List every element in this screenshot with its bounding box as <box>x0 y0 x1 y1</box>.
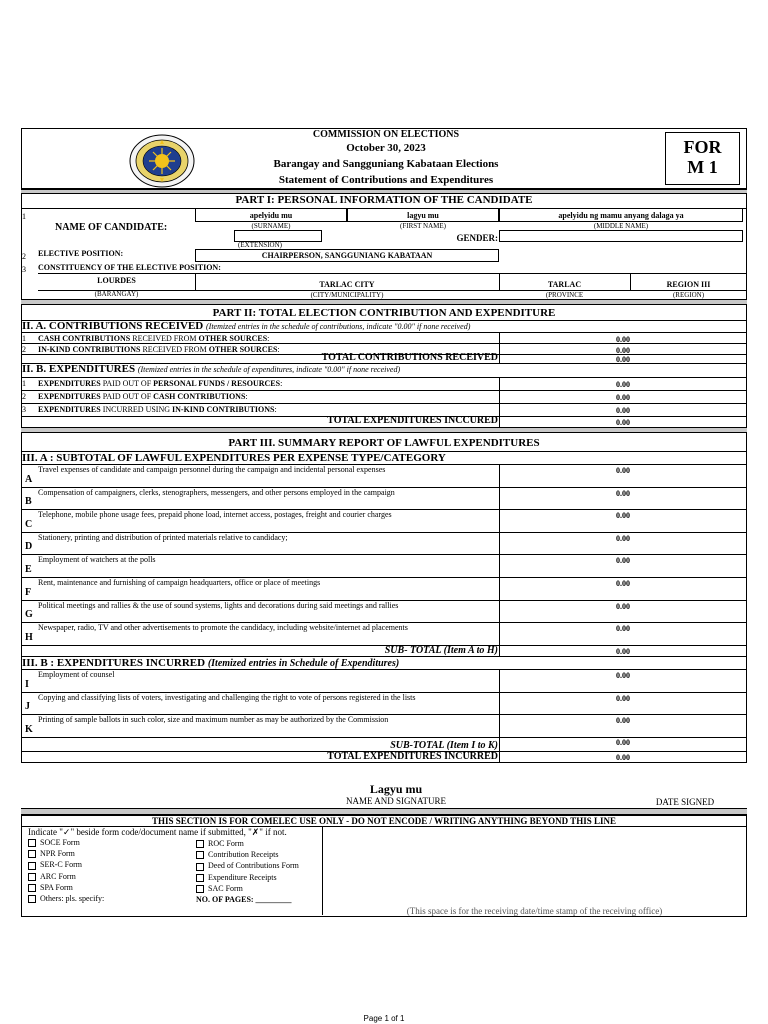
line-label-end: : <box>277 345 280 354</box>
row-divider <box>21 390 747 391</box>
region-value: REGION III <box>666 280 711 289</box>
gender-label: GENDER: <box>456 233 498 243</box>
page-number: Page 1 of 1 <box>363 1014 405 1023</box>
middle-name-value: apelyidu ng mamu anyang dalaga ya <box>558 211 684 220</box>
name-signature-label: NAME AND SIGNATURE <box>345 796 446 806</box>
row2-number: 2 <box>22 252 26 261</box>
first-name-label: (FIRST NAME) <box>400 222 446 230</box>
category-value: 0.00 <box>616 466 630 475</box>
line-label-lead: CASH CONTRIBUTIONS <box>38 334 131 343</box>
surname-value: apelyidu mu <box>249 211 293 220</box>
line-label-source: OTHER SOURCES <box>198 334 268 343</box>
first-name-value: lagyu mu <box>407 211 439 220</box>
checklist-label: ROC Form <box>208 839 244 848</box>
category-value: 0.00 <box>616 511 630 521</box>
part1-title: PART I: PERSONAL INFORMATION OF THE CANDIDATE <box>235 194 533 206</box>
category-letter: J <box>25 701 30 713</box>
checkbox-icon[interactable] <box>28 884 36 892</box>
header-commission: COMMISSION ON ELECTIONS <box>312 129 460 140</box>
form-code-line1: FOR <box>683 137 722 157</box>
category-description: Telephone, mobile phone usage fees, prepaid phone load, internet access, postages, freight and courier charges <box>38 510 392 520</box>
checklist-item[interactable] <box>196 884 243 893</box>
comelec-title: THIS SECTION IS FOR COMELEC USE ONLY - DO NOT ENCODE / WRITING ANYTHING BEYOND THIS LINE <box>152 816 616 826</box>
line-label-end: : <box>274 405 277 414</box>
checklist-item[interactable] <box>196 861 299 870</box>
part3-title: PART III. SUMMARY REPORT OF LAWFUL EXPENDITURES <box>228 437 540 449</box>
checklist-label: SAC Form <box>208 883 243 893</box>
total-incurred-value: 0.00 <box>616 753 630 762</box>
subtotal-b-value: 0.00 <box>616 738 630 747</box>
category-letter: A <box>25 473 33 485</box>
line-value: 0.00 <box>616 380 630 389</box>
category-description: Newspaper, radio, TV and other advertisements to promote the candidacy, including website/internet ad placements <box>38 623 408 633</box>
category-letter: G <box>25 609 33 621</box>
checklist-item[interactable] <box>196 873 277 882</box>
category-description: Printing of sample ballots in such color, size and maximum number as may be authorized by the Commission <box>38 715 389 725</box>
row3-number: 3 <box>22 265 26 274</box>
contributions-note: (Itemized entries in the schedule of contributions, indicate "0.00" if none received) <box>206 322 471 331</box>
category-letter: H <box>25 631 33 643</box>
category-value: 0.00 <box>616 601 630 611</box>
line-label-lead: EXPENDITURES <box>38 392 101 401</box>
date-signed-label: DATE SIGNED <box>655 797 715 807</box>
line-label-source: IN-KIND CONTRIBUTIONS <box>172 405 275 414</box>
subtotal-b-label: SUB-TOTAL (Item I to K) <box>390 740 498 751</box>
checkbox-icon[interactable] <box>28 873 36 881</box>
comelec-seal <box>128 133 196 189</box>
category-letter: F <box>25 586 32 598</box>
checklist-label: Expenditure Receipts <box>208 872 277 882</box>
category-letter: D <box>25 541 33 553</box>
item-number: 3 <box>22 405 26 414</box>
item-number: 2 <box>22 345 26 354</box>
line-label-lead: IN-KIND CONTRIBUTIONS <box>38 345 141 354</box>
part3b-heading <box>22 657 399 669</box>
part3a-heading: III. A : SUBTOTAL OF LAWFUL EXPENDITURES PER EXPENSE TYPE/CATEGORY <box>22 452 446 464</box>
expense-line-label <box>38 392 248 401</box>
city-label: (CITY/MUNICIPALITY) <box>310 291 384 299</box>
category-description: Copying and classifying lists of voters, investigating and challenging the right to vote of persons registered in the lists <box>38 692 416 702</box>
comelec-instruction: Indicate "✓" beside form code/document name if submitted, "✗" if not. <box>28 827 287 837</box>
category-value: 0.00 <box>616 533 630 543</box>
category-value: 0.00 <box>616 579 630 588</box>
line-value: 0.00 <box>616 393 630 402</box>
row-divider <box>21 343 747 344</box>
extension-label: (EXTENSION) <box>238 241 282 249</box>
checklist-label: NPR Form <box>40 849 75 859</box>
expenditures-heading-text: II. B. EXPENDITURES <box>22 363 136 375</box>
province-label: (PROVINCE <box>545 291 584 299</box>
category-description: Compensation of campaigners, clerks, stenographers, messengers, and other persons employed in the campaign <box>38 487 395 497</box>
name-of-candidate-label: NAME OF CANDIDATE: <box>55 222 168 233</box>
checkbox-icon[interactable] <box>196 874 204 882</box>
checkbox-icon[interactable] <box>28 895 36 903</box>
checklist-label: Deed of Contributions Form <box>208 861 299 871</box>
expenditures-heading <box>22 363 400 375</box>
expenditures-note: (Itemized entries in the schedule of expenditures, indicate "0.00" if none received) <box>137 365 401 374</box>
category-value: 0.00 <box>616 488 630 498</box>
category-value: 0.00 <box>616 693 630 703</box>
line-label-mid: RECEIVED FROM <box>130 334 199 343</box>
part3-divider <box>21 427 747 433</box>
checklist-label: SPA Form <box>40 882 73 892</box>
contributions-heading <box>22 320 470 332</box>
checkbox-icon[interactable] <box>196 885 204 893</box>
item-number: 2 <box>22 392 26 401</box>
gender-field[interactable] <box>499 230 743 242</box>
row-divider <box>21 403 747 404</box>
comelec-divider <box>21 808 747 815</box>
checklist-label: SOCE Form <box>40 838 80 847</box>
total-expenditures-value: 0.00 <box>616 418 630 427</box>
line-label-source: PERSONAL FUNDS / RESOURCES <box>153 379 281 388</box>
line-value: 0.00 <box>616 406 630 415</box>
checkbox-icon[interactable] <box>196 863 204 871</box>
total-expenditures-label: TOTAL EXPENDITURES INCCURED <box>327 415 498 426</box>
category-description: Political meetings and rallies & the use of sound systems, lights and decorations during said meetings and rallies <box>38 600 399 610</box>
category-value: 0.00 <box>616 671 630 680</box>
expense-line-label <box>38 379 282 388</box>
middle-name-label: (MIDDLE NAME) <box>593 222 649 230</box>
part2-divider <box>21 299 747 305</box>
category-letter: I <box>25 678 29 690</box>
line-label-lead: EXPENDITURES <box>38 379 101 388</box>
expense-line-label <box>38 405 277 414</box>
category-description: Employment of counsel <box>38 670 115 679</box>
checklist-item[interactable] <box>28 883 73 892</box>
line-label-mid: PAID OUT OF <box>100 379 154 388</box>
province-value: TARLAC <box>547 280 582 289</box>
category-value: 0.00 <box>616 716 630 726</box>
header-statement: Statement of Contributions and Expenditures <box>278 174 494 186</box>
category-description: Stationery, printing and distribution of printed materials relative to candidacy; <box>38 532 288 542</box>
checklist-item[interactable] <box>28 894 104 903</box>
category-letter: E <box>25 564 32 575</box>
expense-line-label <box>38 345 280 354</box>
checklist-label: Others: pls. specify: <box>40 894 105 903</box>
city-value: TARLAC CITY <box>319 280 375 289</box>
checklist-item[interactable] <box>28 849 75 858</box>
line-label-source: CASH CONTRIBUTIONS <box>153 392 246 401</box>
stamp-note: (This space is for the receiving date/time stamp of the receiving office) <box>406 906 663 916</box>
category-letter: B <box>25 496 32 508</box>
category-description: Employment of watchers at the polls <box>38 555 156 565</box>
contributions-heading-text: II. A. CONTRIBUTIONS RECEIVED <box>22 320 204 332</box>
checkbox-icon[interactable] <box>28 850 36 858</box>
line-value: 0.00 <box>616 335 630 344</box>
barangay-value: LOURDES <box>97 276 136 285</box>
category-description: Travel expenses of candidate and campaign personnel during the campaign and incidental personal expenses <box>38 465 386 474</box>
elective-position-label: ELECTIVE POSITION: <box>38 249 124 258</box>
line-label-mid: PAID OUT OF <box>100 392 154 401</box>
part2-title: PART II: TOTAL ELECTION CONTRIBUTION AND EXPENDITURE <box>212 307 556 319</box>
line-label-end: : <box>245 392 248 401</box>
checklist-item[interactable] <box>28 872 76 881</box>
total-contributions-value: 0.00 <box>616 355 630 364</box>
part3b-note: (Itemized entries in Schedule of Expenditures) <box>207 658 400 669</box>
checklist-item[interactable] <box>28 838 80 847</box>
checklist-item[interactable] <box>28 860 82 869</box>
line-value: 0.00 <box>616 346 630 355</box>
form-code-line2: M 1 <box>687 157 718 177</box>
elective-position-value: CHAIRPERSON, SANGGUNIANG KABATAAN <box>261 251 433 260</box>
barangay-label: (BARANGAY) <box>94 290 139 298</box>
signer-name[interactable]: Lagyu mu <box>369 782 423 796</box>
row1-number: 1 <box>22 212 26 221</box>
part3b-heading-text: III. B : EXPENDITURES INCURRED <box>22 657 206 669</box>
checkbox-icon[interactable] <box>28 839 36 847</box>
total-contributions-label: TOTAL CONTRIBUTIONS RECEIVED <box>321 352 498 363</box>
surname-label: (SURNAME) <box>251 222 291 230</box>
subtotal-a-value: 0.00 <box>616 647 630 656</box>
line-label-source: OTHER SOURCES <box>208 345 278 354</box>
checkbox-icon[interactable] <box>196 840 204 848</box>
line-label-mid: INCURRED USING <box>100 405 173 414</box>
item-number: 1 <box>22 334 26 343</box>
header-election: Barangay and Sangguniang Kabataan Elections <box>273 158 499 170</box>
checklist-label: ARC Form <box>40 871 76 881</box>
subtotal-a-label: SUB- TOTAL (Item A to H) <box>384 645 498 656</box>
checklist-label: SER-C Form <box>40 860 83 870</box>
line-label-end: : <box>267 334 270 343</box>
checkbox-icon[interactable] <box>28 862 36 870</box>
line-label-mid: RECEIVED FROM <box>140 345 209 354</box>
category-value: 0.00 <box>616 624 630 634</box>
constituency-label: CONSTITUENCY OF THE ELECTIVE POSITION: <box>38 263 221 272</box>
pages-label[interactable]: NO. OF PAGES: _________ <box>196 895 292 904</box>
line-label-end: : <box>280 379 283 388</box>
line-label-lead: EXPENDITURES <box>38 405 101 414</box>
checklist-label: Contribution Receipts <box>208 850 279 860</box>
checklist-item[interactable] <box>196 839 244 848</box>
total-incurred-label: TOTAL EXPENDITURES INCURRED <box>327 751 498 762</box>
region-label: (REGION) <box>672 291 705 299</box>
checkbox-icon[interactable] <box>196 851 204 859</box>
header-date: October 30, 2023 <box>346 142 426 154</box>
expense-line-label <box>38 334 269 343</box>
category-description: Rent, maintenance and furnishing of campaign headquarters, office or place of meetings <box>38 578 321 587</box>
category-letter: C <box>25 518 33 530</box>
category-letter: K <box>25 724 33 736</box>
checklist-item[interactable] <box>196 850 278 859</box>
item-number: 1 <box>22 379 26 388</box>
category-value: 0.00 <box>616 556 630 566</box>
